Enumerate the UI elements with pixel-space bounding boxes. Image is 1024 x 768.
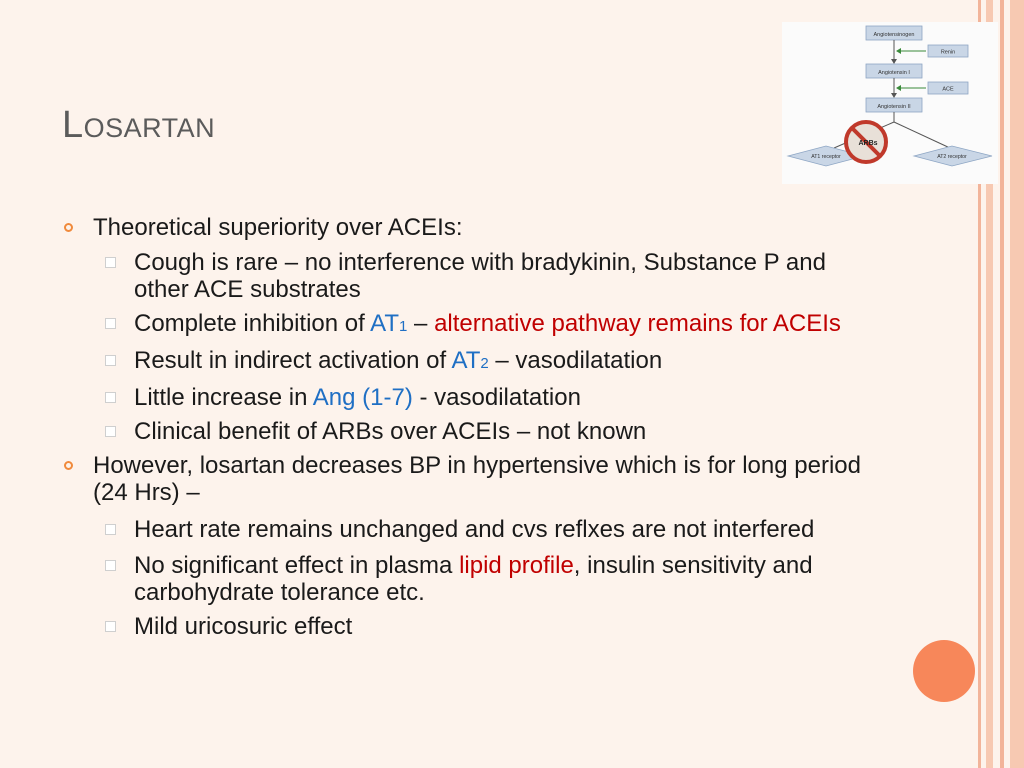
renin-label: Renin [940,49,956,56]
ace-label: ACE [942,86,954,93]
sub-bullet-complete-inhibition: Complete inhibition of AT1 – alternative pathway remains for ACEIs [62,310,882,340]
angiotensin2-label: Angiotensin II [877,104,911,110]
square-bullet-icon [105,560,116,571]
decorative-circle [913,640,975,702]
bullet-circle-icon [64,223,73,232]
bullet-losartan-decreases-bp: However, losartan decreases BP in hypertensive which is for long period (24 Hrs) – [62,452,882,506]
square-bullet-icon [105,621,116,632]
stripe-decoration [1000,0,1004,768]
slide-title: Losartan [62,104,216,146]
angiotensin1-label: Angiotensin I [878,70,910,76]
angiotensinogen-label: Angiotensinogen [873,32,915,38]
bullet-theoretical-superiority: Theoretical superiority over ACEIs: [62,214,882,241]
square-bullet-icon [105,524,116,535]
sub-bullet-cough: Cough is rare – no interference with bradykinin, Substance P and other ACE substrates [62,249,882,303]
square-bullet-icon [105,392,116,403]
sub-bullet-heart-rate: Heart rate remains unchanged and cvs reflxes are not interfered [62,514,882,545]
arbs-label: ARBs [858,140,878,147]
at2-receptor-label: AT2 receptor [937,154,967,160]
square-bullet-icon [105,355,116,366]
stripe-decoration [1010,0,1024,768]
square-bullet-icon [105,318,116,329]
bullet-content [62,214,882,647]
sub-bullet-ang-increase: Little increase in Ang (1-7) - vasodilatation [62,384,882,411]
sub-bullet-uricosuric: Mild uricosuric effect [62,613,882,640]
sub-bullet-clinical-benefit: Clinical benefit of ARBs over ACEIs – not known [62,418,882,445]
at1-receptor-label: AT1 receptor [811,154,841,160]
raas-diagram [782,22,998,184]
bullet-circle-icon [64,461,73,470]
sub-bullet-indirect-activation: Result in indirect activation of AT2 – vasodilatation [62,347,882,377]
square-bullet-icon [105,426,116,437]
square-bullet-icon [105,257,116,268]
sub-bullet-lipid-profile: No significant effect in plasma lipid profile, insulin sensitivity and carbohydrate tolerance etc. [62,552,882,606]
